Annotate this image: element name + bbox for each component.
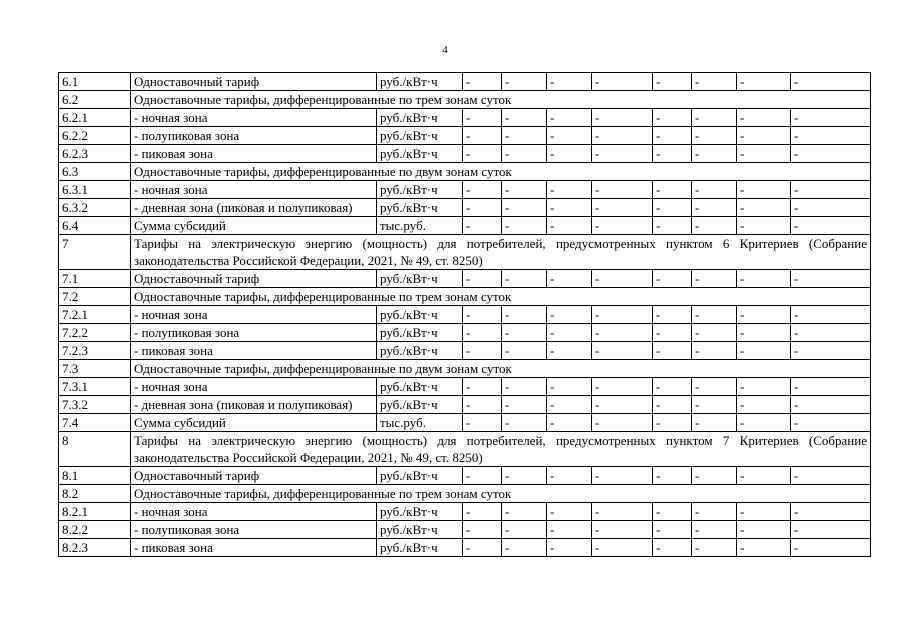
subsection-title-cell: Одноставочные тарифы, дифференцированные по двум зонам суток <box>131 360 871 378</box>
value-cell: - <box>502 467 547 485</box>
value-cell: - <box>502 199 547 217</box>
unit-cell: руб./кВт·ч <box>377 467 463 485</box>
value-cell: - <box>653 127 692 145</box>
tariff-name-cell: - полупиковая зона <box>131 521 377 539</box>
value-cell: - <box>502 270 547 288</box>
row-number-cell: 7.4 <box>59 414 131 432</box>
value-cell: - <box>653 306 692 324</box>
row-number-cell: 6.2.3 <box>59 145 131 163</box>
value-cell: - <box>592 503 653 521</box>
tariff-table <box>58 72 871 557</box>
table-row <box>59 521 871 539</box>
table-row <box>59 181 871 199</box>
value-cell: - <box>463 306 502 324</box>
value-cell: - <box>692 521 737 539</box>
table-row <box>59 324 871 342</box>
value-cell: - <box>737 217 791 235</box>
value-cell: - <box>463 503 502 521</box>
subsection-row <box>59 288 871 306</box>
section-row <box>59 235 871 270</box>
row-number-cell: 7.3 <box>59 360 131 378</box>
table-row <box>59 73 871 91</box>
value-cell: - <box>653 109 692 127</box>
unit-cell: руб./кВт·ч <box>377 396 463 414</box>
value-cell: - <box>791 324 871 342</box>
value-cell: - <box>547 127 592 145</box>
value-cell: - <box>737 503 791 521</box>
row-number-cell: 6.1 <box>59 73 131 91</box>
value-cell: - <box>692 217 737 235</box>
value-cell: - <box>592 467 653 485</box>
table-row <box>59 217 871 235</box>
value-cell: - <box>592 217 653 235</box>
value-cell: - <box>791 342 871 360</box>
value-cell: - <box>692 414 737 432</box>
value-cell: - <box>737 181 791 199</box>
value-cell: - <box>547 467 592 485</box>
value-cell: - <box>592 396 653 414</box>
row-number-cell: 8.2 <box>59 485 131 503</box>
value-cell: - <box>463 217 502 235</box>
value-cell: - <box>653 324 692 342</box>
value-cell: - <box>692 73 737 91</box>
value-cell: - <box>653 539 692 557</box>
value-cell: - <box>737 199 791 217</box>
value-cell: - <box>737 396 791 414</box>
row-number-cell: 8.1 <box>59 467 131 485</box>
tariff-name-cell: Одноставочный тариф <box>131 467 377 485</box>
subsection-title-cell: Одноставочные тарифы, дифференцированные по трем зонам суток <box>131 91 871 109</box>
value-cell: - <box>463 521 502 539</box>
value-cell: - <box>463 145 502 163</box>
tariff-name-cell: - дневная зона (пиковая и полупиковая) <box>131 396 377 414</box>
value-cell: - <box>653 396 692 414</box>
tariff-name-cell: - полупиковая зона <box>131 324 377 342</box>
subsection-row <box>59 163 871 181</box>
table-row <box>59 539 871 557</box>
tariff-name-cell: - ночная зона <box>131 181 377 199</box>
value-cell: - <box>463 396 502 414</box>
row-number-cell: 6.4 <box>59 217 131 235</box>
value-cell: - <box>502 539 547 557</box>
value-cell: - <box>653 73 692 91</box>
value-cell: - <box>547 306 592 324</box>
value-cell: - <box>463 414 502 432</box>
row-number-cell: 7.2 <box>59 288 131 306</box>
tariff-name-cell: - ночная зона <box>131 378 377 396</box>
value-cell: - <box>502 521 547 539</box>
value-cell: - <box>547 199 592 217</box>
value-cell: - <box>737 414 791 432</box>
row-number-cell: 7.3.2 <box>59 396 131 414</box>
value-cell: - <box>463 181 502 199</box>
value-cell: - <box>502 73 547 91</box>
value-cell: - <box>502 127 547 145</box>
value-cell: - <box>791 109 871 127</box>
section-row <box>59 432 871 467</box>
value-cell: - <box>463 539 502 557</box>
table-row <box>59 127 871 145</box>
value-cell: - <box>547 378 592 396</box>
row-number-cell: 7.2.1 <box>59 306 131 324</box>
row-number-cell: 8.2.1 <box>59 503 131 521</box>
value-cell: - <box>692 306 737 324</box>
value-cell: - <box>502 145 547 163</box>
row-number-cell: 8.2.3 <box>59 539 131 557</box>
unit-cell: руб./кВт·ч <box>377 181 463 199</box>
value-cell: - <box>791 199 871 217</box>
value-cell: - <box>592 181 653 199</box>
row-number-cell: 7.3.1 <box>59 378 131 396</box>
value-cell: - <box>592 539 653 557</box>
value-cell: - <box>547 73 592 91</box>
value-cell: - <box>791 539 871 557</box>
value-cell: - <box>592 521 653 539</box>
value-cell: - <box>463 73 502 91</box>
value-cell: - <box>737 467 791 485</box>
table-row <box>59 467 871 485</box>
value-cell: - <box>463 270 502 288</box>
value-cell: - <box>737 306 791 324</box>
value-cell: - <box>547 217 592 235</box>
value-cell: - <box>692 270 737 288</box>
value-cell: - <box>592 145 653 163</box>
value-cell: - <box>547 414 592 432</box>
unit-cell: руб./кВт·ч <box>377 270 463 288</box>
value-cell: - <box>737 521 791 539</box>
value-cell: - <box>547 396 592 414</box>
value-cell: - <box>547 181 592 199</box>
tariff-name-cell: - ночная зона <box>131 503 377 521</box>
table-body <box>59 73 871 557</box>
unit-cell: руб./кВт·ч <box>377 324 463 342</box>
value-cell: - <box>692 503 737 521</box>
value-cell: - <box>502 378 547 396</box>
tariff-name-cell: - пиковая зона <box>131 342 377 360</box>
tariff-name-cell: Сумма субсидий <box>131 217 377 235</box>
table-row <box>59 342 871 360</box>
value-cell: - <box>737 378 791 396</box>
value-cell: - <box>791 270 871 288</box>
value-cell: - <box>463 342 502 360</box>
value-cell: - <box>463 199 502 217</box>
tariff-name-cell: Одноставочный тариф <box>131 270 377 288</box>
table-row <box>59 306 871 324</box>
value-cell: - <box>592 342 653 360</box>
value-cell: - <box>463 378 502 396</box>
subsection-title-cell: Одноставочные тарифы, дифференцированные по трем зонам суток <box>131 485 871 503</box>
tariff-name-cell: - дневная зона (пиковая и полупиковая) <box>131 199 377 217</box>
section-title-cell: Тарифы на электрическую энергию (мощность) для потребителей, предусмотренных пунктом 7 Критериев (Собрание законодательства Российской Федерации, 2021, № 49, ст. 8250) <box>131 432 871 467</box>
value-cell: - <box>653 521 692 539</box>
table-row <box>59 145 871 163</box>
value-cell: - <box>653 199 692 217</box>
value-cell: - <box>463 127 502 145</box>
value-cell: - <box>737 324 791 342</box>
value-cell: - <box>502 109 547 127</box>
value-cell: - <box>791 73 871 91</box>
value-cell: - <box>653 181 692 199</box>
value-cell: - <box>791 378 871 396</box>
tariff-name-cell: - ночная зона <box>131 109 377 127</box>
section-title-cell: Тарифы на электрическую энергию (мощность) для потребителей, предусмотренных пунктом 6 Критериев (Собрание законодательства Российской Федерации, 2021, № 49, ст. 8250) <box>131 235 871 270</box>
row-number-cell: 7.1 <box>59 270 131 288</box>
value-cell: - <box>653 342 692 360</box>
value-cell: - <box>737 127 791 145</box>
unit-cell: руб./кВт·ч <box>377 539 463 557</box>
value-cell: - <box>692 127 737 145</box>
value-cell: - <box>547 521 592 539</box>
row-number-cell: 7 <box>59 235 131 270</box>
value-cell: - <box>463 109 502 127</box>
table-row <box>59 270 871 288</box>
value-cell: - <box>653 467 692 485</box>
value-cell: - <box>502 181 547 199</box>
value-cell: - <box>737 73 791 91</box>
table-row <box>59 503 871 521</box>
value-cell: - <box>502 306 547 324</box>
value-cell: - <box>692 467 737 485</box>
row-number-cell: 8 <box>59 432 131 467</box>
value-cell: - <box>547 342 592 360</box>
table-row <box>59 199 871 217</box>
unit-cell: тыс.руб. <box>377 217 463 235</box>
value-cell: - <box>547 270 592 288</box>
value-cell: - <box>653 378 692 396</box>
value-cell: - <box>592 378 653 396</box>
value-cell: - <box>502 503 547 521</box>
value-cell: - <box>791 414 871 432</box>
value-cell: - <box>692 109 737 127</box>
value-cell: - <box>653 270 692 288</box>
row-number-cell: 6.3.1 <box>59 181 131 199</box>
subsection-title-cell: Одноставочные тарифы, дифференцированные по трем зонам суток <box>131 288 871 306</box>
value-cell: - <box>791 467 871 485</box>
unit-cell: руб./кВт·ч <box>377 342 463 360</box>
table-row <box>59 109 871 127</box>
value-cell: - <box>502 342 547 360</box>
tariff-name-cell: - полупиковая зона <box>131 127 377 145</box>
unit-cell: тыс.руб. <box>377 414 463 432</box>
row-number-cell: 6.3.2 <box>59 199 131 217</box>
row-number-cell: 8.2.2 <box>59 521 131 539</box>
value-cell: - <box>692 342 737 360</box>
value-cell: - <box>692 378 737 396</box>
value-cell: - <box>791 396 871 414</box>
value-cell: - <box>547 503 592 521</box>
unit-cell: руб./кВт·ч <box>377 199 463 217</box>
value-cell: - <box>791 217 871 235</box>
page-number: 4 <box>442 44 448 56</box>
value-cell: - <box>692 199 737 217</box>
subsection-row <box>59 485 871 503</box>
row-number-cell: 6.2.1 <box>59 109 131 127</box>
value-cell: - <box>737 145 791 163</box>
value-cell: - <box>737 539 791 557</box>
value-cell: - <box>547 539 592 557</box>
row-number-cell: 6.3 <box>59 163 131 181</box>
value-cell: - <box>463 324 502 342</box>
value-cell: - <box>692 396 737 414</box>
value-cell: - <box>692 539 737 557</box>
value-cell: - <box>547 109 592 127</box>
value-cell: - <box>547 145 592 163</box>
value-cell: - <box>592 414 653 432</box>
value-cell: - <box>692 145 737 163</box>
unit-cell: руб./кВт·ч <box>377 109 463 127</box>
value-cell: - <box>592 109 653 127</box>
value-cell: - <box>502 396 547 414</box>
tariff-name-cell: - пиковая зона <box>131 145 377 163</box>
unit-cell: руб./кВт·ч <box>377 145 463 163</box>
tariff-name-cell: - пиковая зона <box>131 539 377 557</box>
value-cell: - <box>653 414 692 432</box>
unit-cell: руб./кВт·ч <box>377 73 463 91</box>
tariff-name-cell: - ночная зона <box>131 306 377 324</box>
tariff-name-cell: Одноставочный тариф <box>131 73 377 91</box>
value-cell: - <box>791 503 871 521</box>
value-cell: - <box>592 270 653 288</box>
row-number-cell: 6.2 <box>59 91 131 109</box>
unit-cell: руб./кВт·ч <box>377 306 463 324</box>
subsection-row <box>59 91 871 109</box>
subsection-row <box>59 360 871 378</box>
unit-cell: руб./кВт·ч <box>377 503 463 521</box>
table-row <box>59 378 871 396</box>
value-cell: - <box>692 181 737 199</box>
value-cell: - <box>592 127 653 145</box>
table-row <box>59 396 871 414</box>
unit-cell: руб./кВт·ч <box>377 127 463 145</box>
value-cell: - <box>463 467 502 485</box>
value-cell: - <box>791 306 871 324</box>
table-row <box>59 414 871 432</box>
value-cell: - <box>502 217 547 235</box>
value-cell: - <box>737 270 791 288</box>
value-cell: - <box>502 414 547 432</box>
tariff-name-cell: Сумма субсидий <box>131 414 377 432</box>
value-cell: - <box>592 306 653 324</box>
unit-cell: руб./кВт·ч <box>377 521 463 539</box>
row-number-cell: 7.2.2 <box>59 324 131 342</box>
value-cell: - <box>791 521 871 539</box>
value-cell: - <box>653 145 692 163</box>
value-cell: - <box>791 181 871 199</box>
value-cell: - <box>502 324 547 342</box>
value-cell: - <box>692 324 737 342</box>
value-cell: - <box>791 127 871 145</box>
value-cell: - <box>547 324 592 342</box>
value-cell: - <box>653 503 692 521</box>
value-cell: - <box>791 145 871 163</box>
value-cell: - <box>737 109 791 127</box>
row-number-cell: 7.2.3 <box>59 342 131 360</box>
unit-cell: руб./кВт·ч <box>377 378 463 396</box>
value-cell: - <box>592 324 653 342</box>
value-cell: - <box>592 199 653 217</box>
value-cell: - <box>653 217 692 235</box>
value-cell: - <box>737 342 791 360</box>
row-number-cell: 6.2.2 <box>59 127 131 145</box>
subsection-title-cell: Одноставочные тарифы, дифференцированные по двум зонам суток <box>131 163 871 181</box>
value-cell: - <box>592 73 653 91</box>
